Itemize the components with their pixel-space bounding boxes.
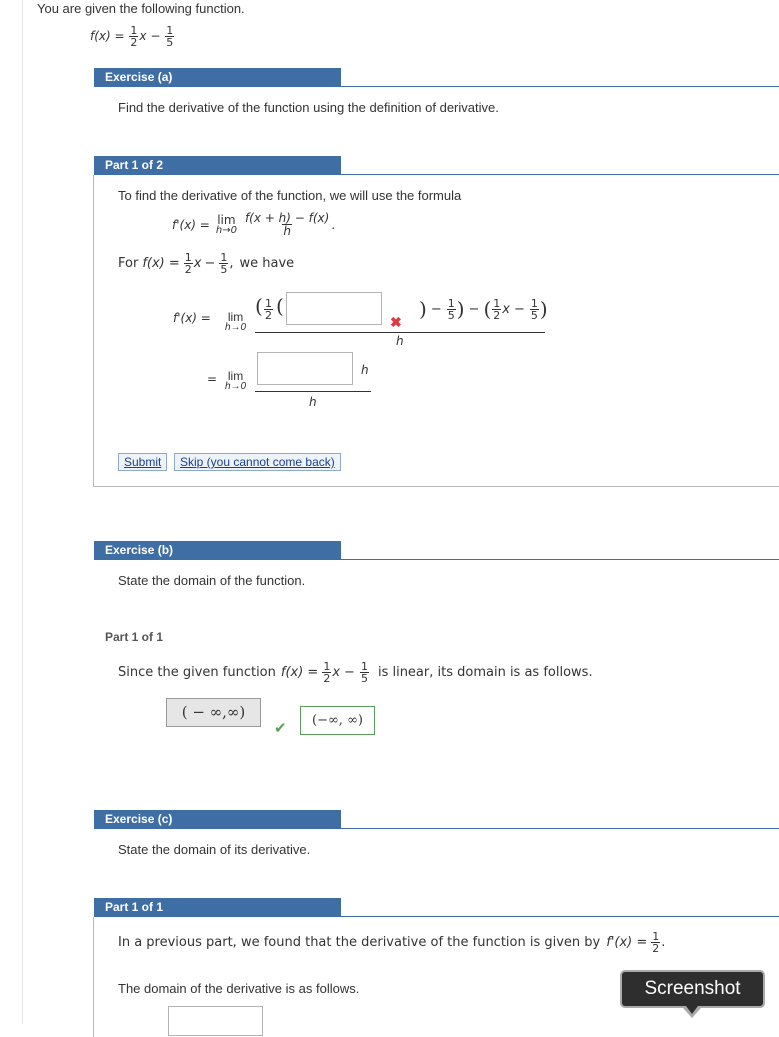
step2-denominator: h	[309, 395, 317, 409]
intro-text: You are given the following function.	[37, 1, 245, 16]
correct-answer: (−∞, ∞)	[300, 706, 375, 735]
exercise-b-header: Exercise (b)	[94, 541, 341, 560]
derivative-domain-input[interactable]	[168, 1006, 263, 1036]
step1-remainder: ) − $\frac{1}{5}$ ) − ( $\frac{1}{2}$ x − $\frac{1}{5}$ )	[419, 296, 548, 322]
given-answer-field: ( − ∞,∞)	[166, 698, 261, 727]
derivative-definition: f'(x) = lim h→0 $\frac{f(x + h) - f(x)}{h}$ .	[172, 211, 336, 238]
exercise-c-rule	[341, 828, 779, 829]
step1-fraction-bar	[255, 332, 545, 333]
step1-half: $\frac{1}{2}$	[265, 297, 272, 322]
exercise-c-header: Exercise (c)	[94, 810, 341, 829]
step1-inner-paren: (	[276, 294, 284, 318]
left-border	[22, 0, 23, 1024]
incorrect-icon: ✖	[390, 314, 402, 330]
step1-answer-input[interactable]	[286, 292, 382, 325]
formula-intro: To find the derivative of the function, we will use the formula	[118, 188, 462, 203]
part-b-label: Part 1 of 1	[105, 630, 164, 644]
step2-lim: lim h→0	[225, 369, 247, 392]
part-a-header: Part 1 of 2	[94, 156, 341, 175]
step1-denominator: h	[396, 334, 404, 348]
step1-lim: lim h→0	[225, 310, 247, 333]
exercise-c-prompt: State the domain of its derivative.	[118, 842, 311, 857]
step2-fraction-bar	[255, 391, 371, 392]
tooltip-arrow-inner	[686, 1006, 698, 1014]
correct-icon: ✔	[274, 720, 287, 737]
submit-button[interactable]: Submit	[118, 453, 167, 471]
exercise-b-rule	[341, 559, 779, 560]
step1-open-paren: (	[255, 294, 263, 318]
step2-h-over: h	[361, 363, 369, 377]
exercise-b-prompt: State the domain of the function.	[118, 573, 306, 588]
since-line: Since the given function f(x) = $\frac{1}{2}$ x − $\frac{1}{5}$ is linear, its domain is as follows.	[118, 660, 593, 685]
exercise-a-rule	[341, 86, 779, 87]
step1-lhs: f'(x) =	[173, 311, 211, 325]
previous-part-line: In a previous part, we found that the derivative of the function is given by f'(x) = $\frac{1}{2}$ .	[118, 930, 666, 955]
part-c-header: Part 1 of 1	[94, 898, 341, 917]
for-function-line: For f(x) = $\frac{1}{2}$ x − $\frac{1}{5}$ , we have	[118, 251, 295, 276]
screenshot-tooltip[interactable]: Screenshot	[620, 970, 765, 1008]
exercise-a-header: Exercise (a)	[94, 68, 341, 87]
given-function: f(x) = $\frac{1}{2}$ x − $\frac{1}{5}$	[90, 24, 174, 49]
skip-button[interactable]: Skip (you cannot come back)	[174, 453, 341, 471]
step2-equals: =	[207, 372, 218, 386]
exercise-a-prompt: Find the derivative of the function using the definition of derivative.	[118, 100, 499, 115]
domain-derivative-text: The domain of the derivative is as follows.	[118, 981, 360, 996]
step2-answer-input[interactable]	[257, 352, 353, 385]
